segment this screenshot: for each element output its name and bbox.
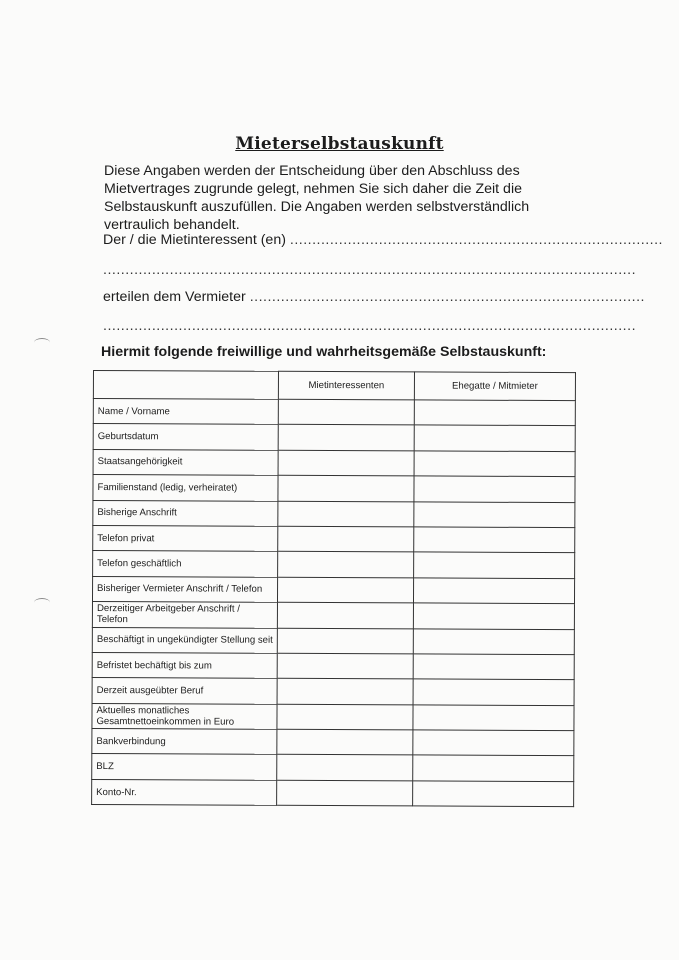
applicant-cell[interactable] [277,628,413,654]
landlord-field-continuation[interactable]: ........................................................................................................................ [103,318,637,334]
applicant-cell[interactable] [277,755,413,781]
header-spouse: Ehegatte / Mitmieter [414,372,575,401]
applicant-cell[interactable] [277,602,413,628]
tenant-label: Der / die Mietinteressent (en) [103,232,286,248]
row-label: Telefon geschäftlich [93,551,278,577]
table-row [92,703,574,730]
spouse-cell[interactable] [413,603,574,629]
row-label: Befristet bechäftigt bis zum [92,652,277,678]
applicant-cell[interactable] [277,704,413,730]
row-label: Name / Vorname [93,399,278,425]
table-row [92,576,574,603]
row-label: Telefon privat [93,525,278,551]
table-row [93,475,575,502]
landlord-label: erteilen dem Vermieter [103,289,246,305]
table-row [93,500,575,527]
row-label: Staatsangehörigkeit [93,449,278,475]
spouse-cell[interactable] [413,578,574,604]
table-row [92,627,574,654]
document-title: Mieterselbstauskunft [235,134,444,154]
table-row [93,525,575,552]
applicant-cell[interactable] [278,425,414,451]
table-header-row [93,371,575,401]
table-row [93,399,575,426]
table-row [92,602,574,629]
applicant-cell[interactable] [277,780,413,806]
row-label: Geburtsdatum [93,424,278,450]
table-row [93,424,575,451]
tenant-field[interactable]: Der / die Mietinteressent (en) .................................................................................... [103,232,663,248]
table-row [92,729,574,756]
landlord-field[interactable]: erteilen dem Vermieter ......................................................................................... [103,289,646,305]
spouse-cell[interactable] [413,628,574,654]
header-applicant: Mietinteressenten [278,371,414,400]
applicant-cell[interactable] [278,450,414,476]
spouse-cell[interactable] [413,705,574,731]
spouse-cell[interactable] [413,781,574,807]
spouse-cell[interactable] [414,451,575,477]
tenant-field-continuation[interactable]: ........................................................................................................................ [103,262,637,278]
row-label: Bisherige Anschrift [93,500,278,526]
spouse-cell[interactable] [413,730,574,756]
applicant-cell[interactable] [278,475,414,501]
applicant-cell[interactable] [278,552,414,578]
applicant-cell[interactable] [278,526,414,552]
punch-hole-mark [34,598,50,607]
table-row [93,449,575,476]
applicant-cell[interactable] [277,577,413,603]
applicant-cell[interactable] [277,729,413,755]
row-label: Derzeitiger Arbeitgeber Anschrift / Telefon [92,602,277,628]
row-label: BLZ [92,754,277,780]
header-empty [93,371,278,400]
spouse-cell[interactable] [414,476,575,502]
table-row [92,779,574,806]
table-row [92,754,574,781]
applicant-cell[interactable] [277,653,413,679]
intro-paragraph: Diese Angaben werden der Entscheidung über den Abschluss des Mietvertrages zugrunde gelegt, nehmen Sie sich daher die Zeit die Selbstauskunft auszufüllen. Die Angaben werden selbstverständlich vertraulich behandelt. [104,163,530,233]
spouse-cell[interactable] [414,400,575,426]
section-heading: Hiermit folgende freiwillige und wahrheitsgemäße Selbstauskunft: [101,344,547,360]
table-row [93,551,575,578]
applicant-cell[interactable] [278,399,414,425]
row-label: Bisheriger Vermieter Anschrift / Telefon [92,576,277,602]
spouse-cell[interactable] [414,425,575,451]
spouse-cell[interactable] [413,654,574,680]
table-row [92,652,574,679]
row-label: Bankverbindung [92,729,277,755]
row-label: Konto-Nr. [92,779,277,805]
punch-hole-mark [34,338,50,347]
table-row [92,678,574,705]
self-disclosure-table [91,370,576,807]
row-label: Beschäftigt in ungekündigter Stellung seit [92,627,277,653]
applicant-cell[interactable] [278,501,414,527]
spouse-cell[interactable] [414,501,575,527]
spouse-cell[interactable] [414,552,575,578]
row-label: Derzeit ausgeübter Beruf [92,678,277,704]
spouse-cell[interactable] [414,527,575,553]
applicant-cell[interactable] [277,679,413,705]
row-label: Familienstand (ledig, verheiratet) [93,475,278,501]
spouse-cell[interactable] [413,679,574,705]
row-label: Aktuelles monatliches Gesamtnettoeinkommen in Euro [92,703,277,729]
spouse-cell[interactable] [413,755,574,781]
